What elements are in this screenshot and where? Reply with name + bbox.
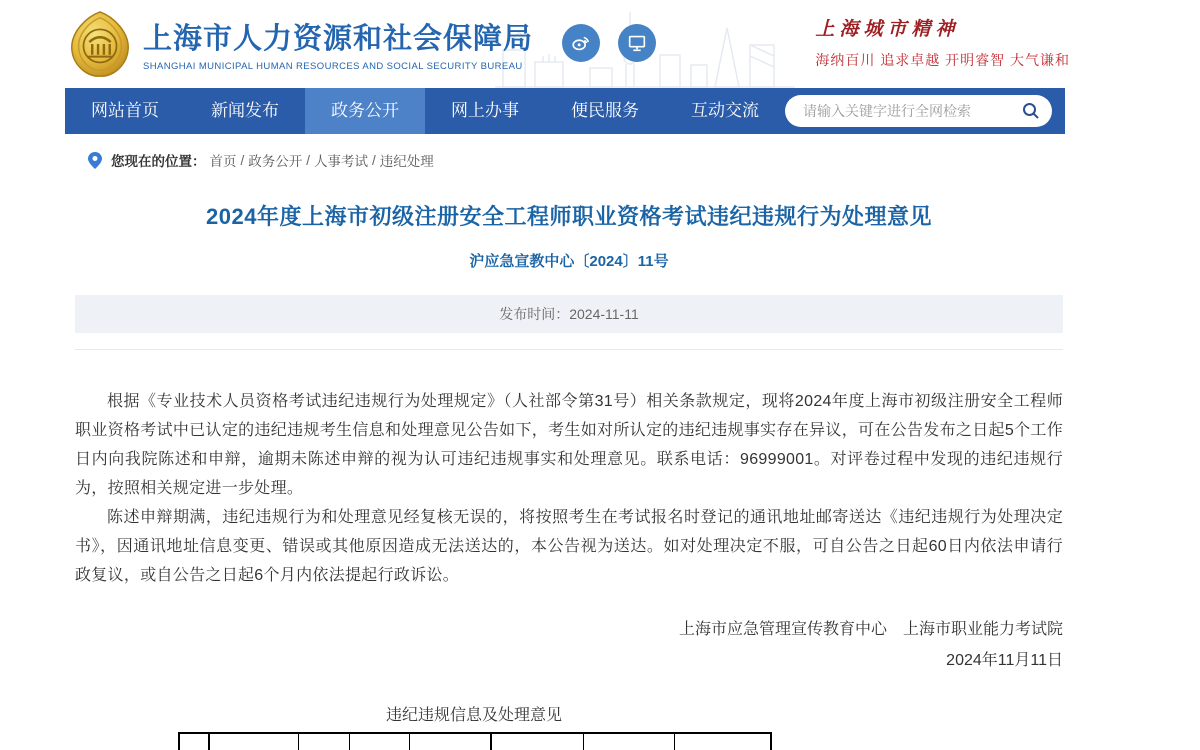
breadcrumb-separator: / [306, 152, 311, 168]
weibo-icon[interactable] [562, 24, 600, 62]
article-title: 2024年度上海市初级注册安全工程师职业资格考试违纪违规行为处理意见 [206, 204, 932, 229]
breadcrumb-gov-affairs[interactable]: 政务公开 [248, 154, 303, 169]
location-pin-icon [88, 152, 102, 169]
nav-item-convenience[interactable]: 便民服务 [571, 101, 639, 120]
signature-block [75, 614, 1063, 676]
site-search [785, 95, 1052, 127]
city-spirit-title: 上海城市精神 [815, 18, 960, 40]
table-cell [409, 733, 491, 750]
table-cell [349, 733, 409, 750]
nav-item-interaction[interactable]: 互动交流 [691, 101, 759, 120]
signature-organizations: 上海市应急管理宣传教育中心 上海市职业能力考试院 [678, 621, 1063, 638]
breadcrumb-personnel-exam[interactable]: 人事考试 [314, 154, 369, 169]
nav-item-online-services[interactable]: 网上办事 [451, 101, 519, 120]
social-icons [562, 24, 656, 62]
nav-item-home[interactable]: 网站首页 [91, 101, 159, 120]
table-cell [298, 733, 349, 750]
brand-text [143, 16, 533, 72]
site-title-en: SHANGHAI MUNICIPAL HUMAN RESOURCES AND SOCIAL SECURITY BUREAU [143, 61, 523, 72]
table-cell [583, 733, 674, 750]
breadcrumb-home[interactable]: 首页 [209, 154, 237, 169]
bureau-logo-icon [65, 9, 135, 79]
breadcrumb-separator: / [240, 152, 245, 168]
main-nav [65, 88, 1065, 134]
table-cell [674, 733, 771, 750]
divider [75, 349, 1063, 350]
violation-table [178, 732, 772, 750]
table-caption: 违纪违规信息及处理意见 [385, 707, 562, 724]
paragraph-2: 陈述申辩期满，违纪违规行为和处理意见经复核无误的，将按照考生在考试报名时登记的通讯地址邮寄送达《违纪违规行为处理决定书》，因通讯地址信息变更、错误或其他原因造成无法送达的，本公告视为送达。如对处理决定不服，可自公告之日起60日内依法申请行政复议，或自公告之日起6个月内依法提起行政诉讼。 [75, 509, 1063, 584]
document-number: 沪应急宣教中心〔2024〕11号 [469, 253, 669, 270]
nav-item-news[interactable]: 新闻发布 [211, 101, 279, 120]
site-brand[interactable] [65, 9, 533, 79]
breadcrumb-separator: / [372, 152, 376, 168]
publish-time-bar: 发布时间：2024-11-11 [75, 295, 1063, 333]
table-cell [491, 733, 583, 750]
city-spirit-block [815, 14, 1070, 70]
table-cell [209, 733, 298, 750]
breadcrumb-violation-handling[interactable]: 违纪处理 [379, 154, 434, 169]
article [75, 200, 1063, 676]
signature-date: 2024年11月11日 [946, 652, 1063, 669]
breadcrumb-label: 您现在的位置： [111, 154, 206, 169]
nav-item-gov-affairs[interactable]: 政务公开 [305, 88, 425, 134]
breadcrumb [88, 150, 1200, 170]
article-body [75, 387, 1063, 590]
site-title: 上海市人力资源和社会保障局 [143, 23, 534, 55]
search-icon[interactable] [1016, 96, 1046, 126]
table-header-row [179, 733, 771, 750]
monitor-icon[interactable] [618, 24, 656, 62]
table-cell [179, 733, 209, 750]
search-input[interactable] [785, 103, 1016, 119]
city-spirit-subtitle: 海纳百川 追求卓越 开明睿智 大气谦和 [815, 52, 1070, 68]
paragraph-1: 根据《专业技术人员资格考试违纪违规行为处理规定》（人社部令第31号）相关条款规定，现将2024年度上海市初级注册安全工程师职业资格考试中已认定的违纪违规考生信息和处理意见公告如下，考生如对所认定的违纪违规事实存在异议，可在公告发布之日起5个工作日内向我院陈述和申辩，逾期未陈述申辩的视为认可违纪违规事实和处理意见。联系电话：96999001。对评卷过程中发现的违纪违规行为，按照相关规定进一步处理。 [75, 393, 1063, 497]
site-header [0, 0, 1200, 88]
